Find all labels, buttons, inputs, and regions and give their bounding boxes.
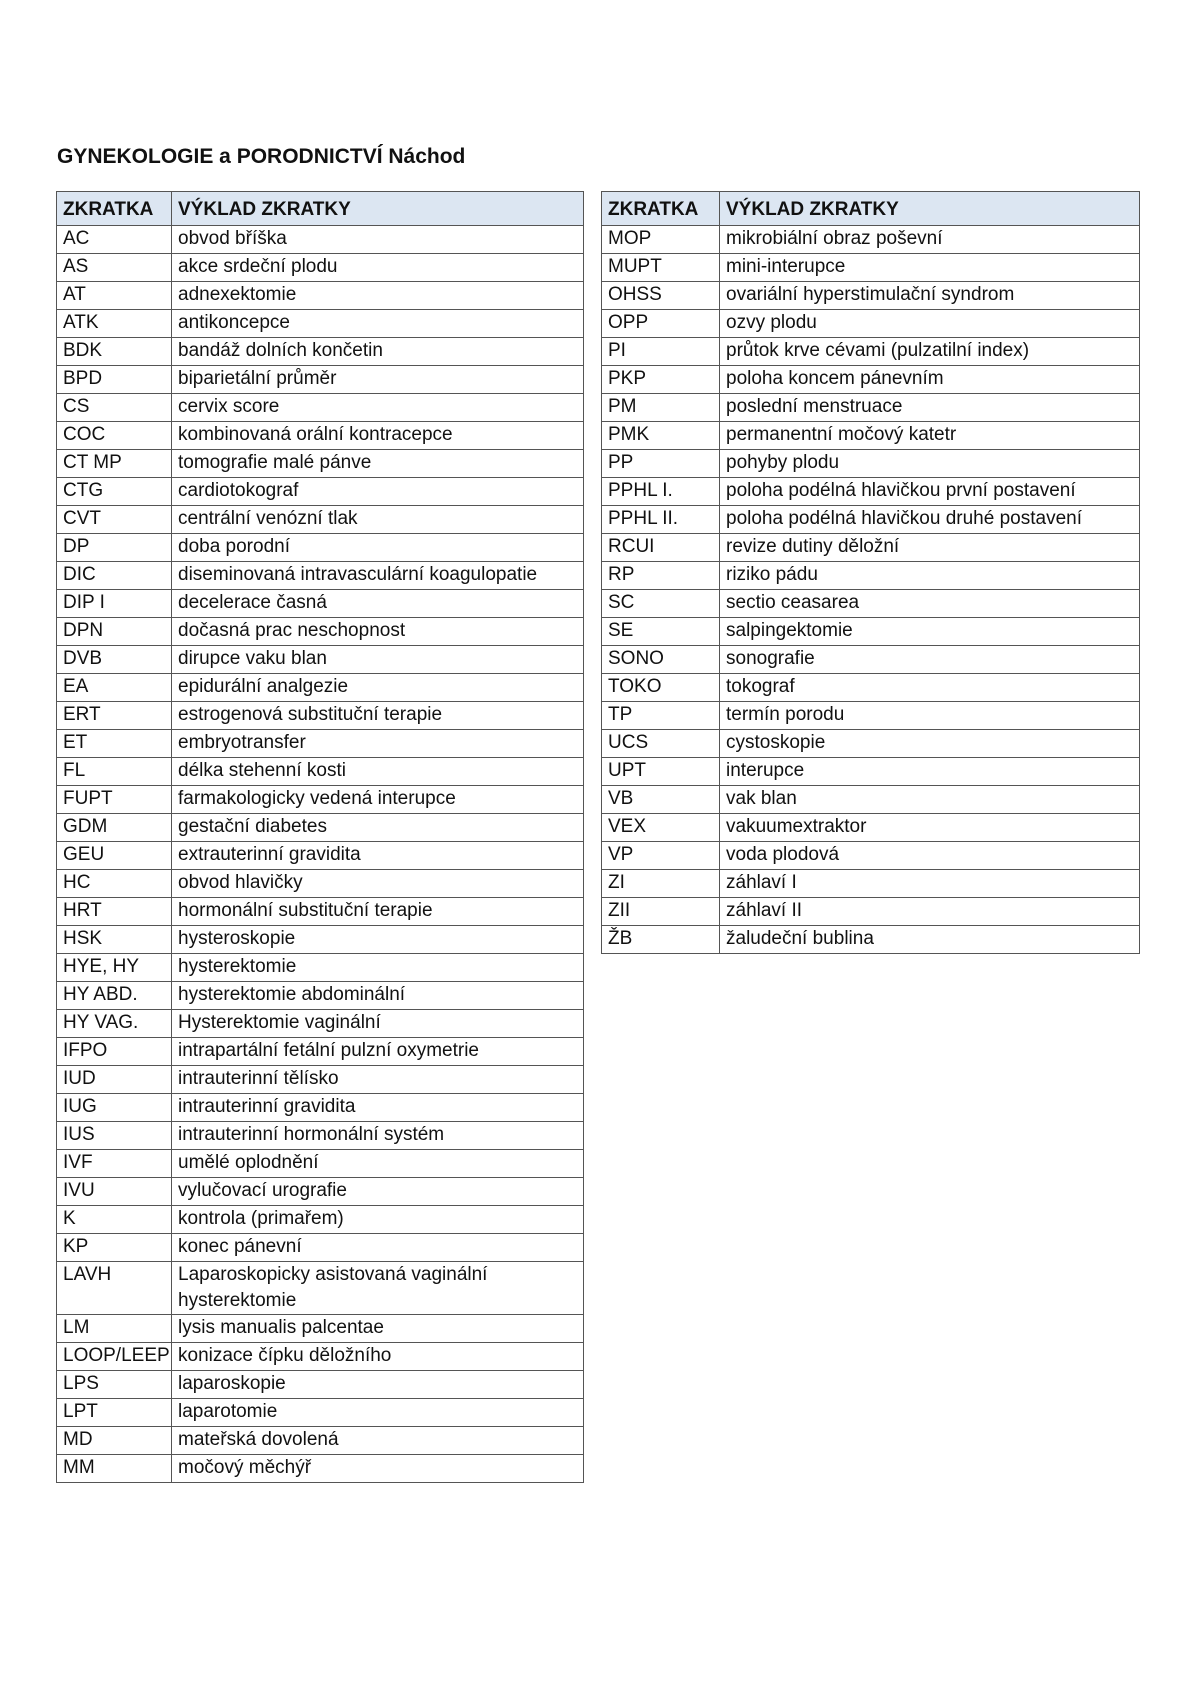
abbreviation-cell: PPHL I. [602,478,720,506]
meaning-cell: záhlaví II [720,898,1140,926]
table-row [57,954,584,982]
meaning-cell: močový měchýř [172,1455,584,1483]
meaning-cell: doba porodní [172,534,584,562]
table-row [602,422,1140,450]
table-row [57,1234,584,1262]
meaning-cell: poloha koncem pánevním [720,366,1140,394]
table-row [602,282,1140,310]
meaning-cell: kontrola (primařem) [172,1206,584,1234]
meaning-cell: cystoskopie [720,730,1140,758]
abbreviation-cell: MUPT [602,254,720,282]
abbreviation-cell: IFPO [57,1038,172,1066]
meaning-cell: poloha podélná hlavičkou první postavení [720,478,1140,506]
table-row [57,702,584,730]
abbreviation-cell: OPP [602,310,720,338]
table-row [57,1399,584,1427]
meaning-cell: vylučovací urografie [172,1178,584,1206]
meaning-cell: bandáž dolních končetin [172,338,584,366]
column-header-abbr: ZKRATKA [602,192,720,226]
meaning-cell: konizace čípku děložního [172,1343,584,1371]
meaning-cell: antikoncepce [172,310,584,338]
meaning-cell: poslední menstruace [720,394,1140,422]
table-row [57,394,584,422]
abbreviation-cell: AS [57,254,172,282]
abbreviation-cell: TP [602,702,720,730]
meaning-cell: cardiotokograf [172,478,584,506]
table-row [602,702,1140,730]
abbreviation-cell: ZI [602,870,720,898]
table-row [57,898,584,926]
abbreviation-cell: ZII [602,898,720,926]
meaning-cell: intrauterinní tělísko [172,1066,584,1094]
column-header-meaning: VÝKLAD ZKRATKY [172,192,584,226]
table-row [602,310,1140,338]
table-row [57,1094,584,1122]
abbreviation-cell: CT MP [57,450,172,478]
table-row [57,982,584,1010]
meaning-cell: umělé oplodnění [172,1150,584,1178]
abbreviation-cell: LOOP/LEEP [57,1343,172,1371]
meaning-cell: Hysterektomie vaginální [172,1010,584,1038]
meaning-cell: hysterektomie [172,954,584,982]
meaning-cell: kombinovaná orální kontracepce [172,422,584,450]
table-row [57,450,584,478]
table-row [602,226,1140,254]
meaning-cell: akce srdeční plodu [172,254,584,282]
table-row [57,1206,584,1234]
abbreviation-cell: ŽB [602,926,720,954]
abbreviation-cell: HYE, HY [57,954,172,982]
table-row [57,1262,584,1315]
abbreviation-cell: COC [57,422,172,450]
table-row [602,786,1140,814]
abbreviation-cell: HRT [57,898,172,926]
table-row [57,842,584,870]
table-row [602,926,1140,954]
abbreviation-cell: SONO [602,646,720,674]
meaning-cell: intrauterinní hormonální systém [172,1122,584,1150]
table-row [57,1178,584,1206]
meaning-cell: tomografie malé pánve [172,450,584,478]
table-row [57,478,584,506]
table-row [57,1371,584,1399]
column-header-abbr: ZKRATKA [57,192,172,226]
meaning-cell: Laparoskopicky asistovaná vaginální hysterektomie [172,1262,584,1315]
table-row [57,506,584,534]
abbreviation-cell: IUD [57,1066,172,1094]
meaning-cell: farmakologicky vedená interupce [172,786,584,814]
table-row [602,590,1140,618]
abbreviation-cell: LM [57,1315,172,1343]
meaning-cell: epidurální analgezie [172,674,584,702]
abbreviation-cell: IUS [57,1122,172,1150]
abbreviation-cell: PP [602,450,720,478]
meaning-cell: ozvy plodu [720,310,1140,338]
meaning-cell: intrauterinní gravidita [172,1094,584,1122]
meaning-cell: sectio ceasarea [720,590,1140,618]
meaning-cell: dirupce vaku blan [172,646,584,674]
meaning-cell: sonografie [720,646,1140,674]
meaning-cell: mateřská dovolená [172,1427,584,1455]
meaning-cell: mini-interupce [720,254,1140,282]
table-row [57,282,584,310]
abbreviation-cell: BPD [57,366,172,394]
meaning-cell: hysteroskopie [172,926,584,954]
page-title: GYNEKOLOGIE a PORODNICTVÍ Náchod [57,145,466,168]
table-row [57,730,584,758]
abbreviation-cell: DVB [57,646,172,674]
table-row [57,814,584,842]
meaning-cell: biparietální průměr [172,366,584,394]
abbreviation-cell: IUG [57,1094,172,1122]
table-row [602,338,1140,366]
meaning-cell: tokograf [720,674,1140,702]
meaning-cell: poloha podélná hlavičkou druhé postavení [720,506,1140,534]
abbreviation-cell: UCS [602,730,720,758]
table-row [602,394,1140,422]
abbreviation-cell: LAVH [57,1262,172,1315]
abbreviation-cell: VB [602,786,720,814]
meaning-cell: žaludeční bublina [720,926,1140,954]
table-row [57,758,584,786]
abbreviation-cell: CS [57,394,172,422]
table-row [602,534,1140,562]
abbreviation-cell: CVT [57,506,172,534]
meaning-cell: vak blan [720,786,1140,814]
table-row [57,674,584,702]
meaning-cell: permanentní močový katetr [720,422,1140,450]
table-row [57,1343,584,1371]
table-row [57,366,584,394]
meaning-cell: průtok krve cévami (pulzatilní index) [720,338,1140,366]
table-row [602,758,1140,786]
table-row [57,618,584,646]
meaning-cell: interupce [720,758,1140,786]
table-row [602,898,1140,926]
meaning-cell: lysis manualis palcentae [172,1315,584,1343]
abbreviation-cell: VP [602,842,720,870]
abbreviation-cell: SE [602,618,720,646]
table-row [57,422,584,450]
abbreviation-cell: MD [57,1427,172,1455]
meaning-cell: ovariální hyperstimulační syndrom [720,282,1140,310]
abbreviation-cell: K [57,1206,172,1234]
abbreviation-cell: HY VAG. [57,1010,172,1038]
column-header-meaning: VÝKLAD ZKRATKY [720,192,1140,226]
meaning-cell: dočasná prac neschopnost [172,618,584,646]
abbreviation-cell: KP [57,1234,172,1262]
table-row [602,842,1140,870]
table-row [57,1150,584,1178]
abbreviation-cell: PMK [602,422,720,450]
meaning-cell: délka stehenní kosti [172,758,584,786]
table-row [602,618,1140,646]
table-row [602,646,1140,674]
meaning-cell: diseminovaná intravasculární koagulopatie [172,562,584,590]
meaning-cell: obvod bříška [172,226,584,254]
table-body-right [602,226,1140,954]
meaning-cell: vakuumextraktor [720,814,1140,842]
table-row [57,1122,584,1150]
table-row [57,1427,584,1455]
table-row [602,254,1140,282]
meaning-cell: laparoskopie [172,1371,584,1399]
abbreviation-cell: HSK [57,926,172,954]
abbreviation-cell: EA [57,674,172,702]
abbreviation-cell: GEU [57,842,172,870]
table-row [602,506,1140,534]
abbreviation-cell: DIP I [57,590,172,618]
table-row [57,1010,584,1038]
meaning-cell: hormonální substituční terapie [172,898,584,926]
table-row [602,814,1140,842]
table-row [57,254,584,282]
meaning-cell: hysterektomie abdominální [172,982,584,1010]
meaning-cell: centrální venózní tlak [172,506,584,534]
abbreviation-cell: DIC [57,562,172,590]
table-row [57,534,584,562]
abbreviation-cell: CTG [57,478,172,506]
abbreviation-cell: GDM [57,814,172,842]
abbreviation-cell: HC [57,870,172,898]
abbreviation-cell: DPN [57,618,172,646]
meaning-cell: gestační diabetes [172,814,584,842]
table-row [57,590,584,618]
table-row [602,366,1140,394]
abbreviation-table-right [601,191,1140,954]
table-row [57,646,584,674]
abbreviation-cell: AT [57,282,172,310]
meaning-cell: cervix score [172,394,584,422]
table-row [57,338,584,366]
table-row [57,562,584,590]
meaning-cell: mikrobiální obraz poševní [720,226,1140,254]
abbreviation-cell: ATK [57,310,172,338]
meaning-cell: obvod hlavičky [172,870,584,898]
abbreviation-cell: VEX [602,814,720,842]
table-header-row [57,192,584,226]
table-row [57,926,584,954]
abbreviation-cell: DP [57,534,172,562]
table-row [602,478,1140,506]
meaning-cell: estrogenová substituční terapie [172,702,584,730]
abbreviation-cell: PPHL II. [602,506,720,534]
table-row [57,1066,584,1094]
table-row [602,870,1140,898]
table-body-left [57,226,584,1483]
table-row [602,562,1140,590]
abbreviation-cell: FL [57,758,172,786]
table-row [57,226,584,254]
abbreviation-cell: PKP [602,366,720,394]
table-header-row [602,192,1140,226]
abbreviation-cell: PM [602,394,720,422]
abbreviation-cell: UPT [602,758,720,786]
table-row [602,450,1140,478]
meaning-cell: termín porodu [720,702,1140,730]
abbreviation-cell: RCUI [602,534,720,562]
table-row [57,1315,584,1343]
abbreviation-table-left [56,191,584,1483]
abbreviation-cell: LPS [57,1371,172,1399]
meaning-cell: extrauterinní gravidita [172,842,584,870]
abbreviation-cell: SC [602,590,720,618]
abbreviation-cell: PI [602,338,720,366]
abbreviation-cell: MOP [602,226,720,254]
abbreviation-cell: ET [57,730,172,758]
meaning-cell: revize dutiny děložní [720,534,1140,562]
table-row [57,1455,584,1483]
meaning-cell: decelerace časná [172,590,584,618]
abbreviation-cell: IVU [57,1178,172,1206]
meaning-cell: embryotransfer [172,730,584,758]
meaning-cell: intrapartální fetální pulzní oxymetrie [172,1038,584,1066]
table-row [602,674,1140,702]
meaning-cell: laparotomie [172,1399,584,1427]
abbreviation-cell: AC [57,226,172,254]
abbreviation-cell: OHSS [602,282,720,310]
table-row [602,730,1140,758]
meaning-cell: záhlaví I [720,870,1140,898]
abbreviation-cell: LPT [57,1399,172,1427]
abbreviation-cell: FUPT [57,786,172,814]
meaning-cell: salpingektomie [720,618,1140,646]
table-row [57,786,584,814]
abbreviation-cell: IVF [57,1150,172,1178]
abbreviation-cell: RP [602,562,720,590]
abbreviation-cell: MM [57,1455,172,1483]
meaning-cell: voda plodová [720,842,1140,870]
table-row [57,310,584,338]
meaning-cell: riziko pádu [720,562,1140,590]
table-row [57,870,584,898]
abbreviation-cell: HY ABD. [57,982,172,1010]
meaning-cell: pohyby plodu [720,450,1140,478]
table-row [57,1038,584,1066]
abbreviation-cell: ERT [57,702,172,730]
meaning-cell: adnexektomie [172,282,584,310]
abbreviation-cell: TOKO [602,674,720,702]
abbreviation-cell: BDK [57,338,172,366]
meaning-cell: konec pánevní [172,1234,584,1262]
